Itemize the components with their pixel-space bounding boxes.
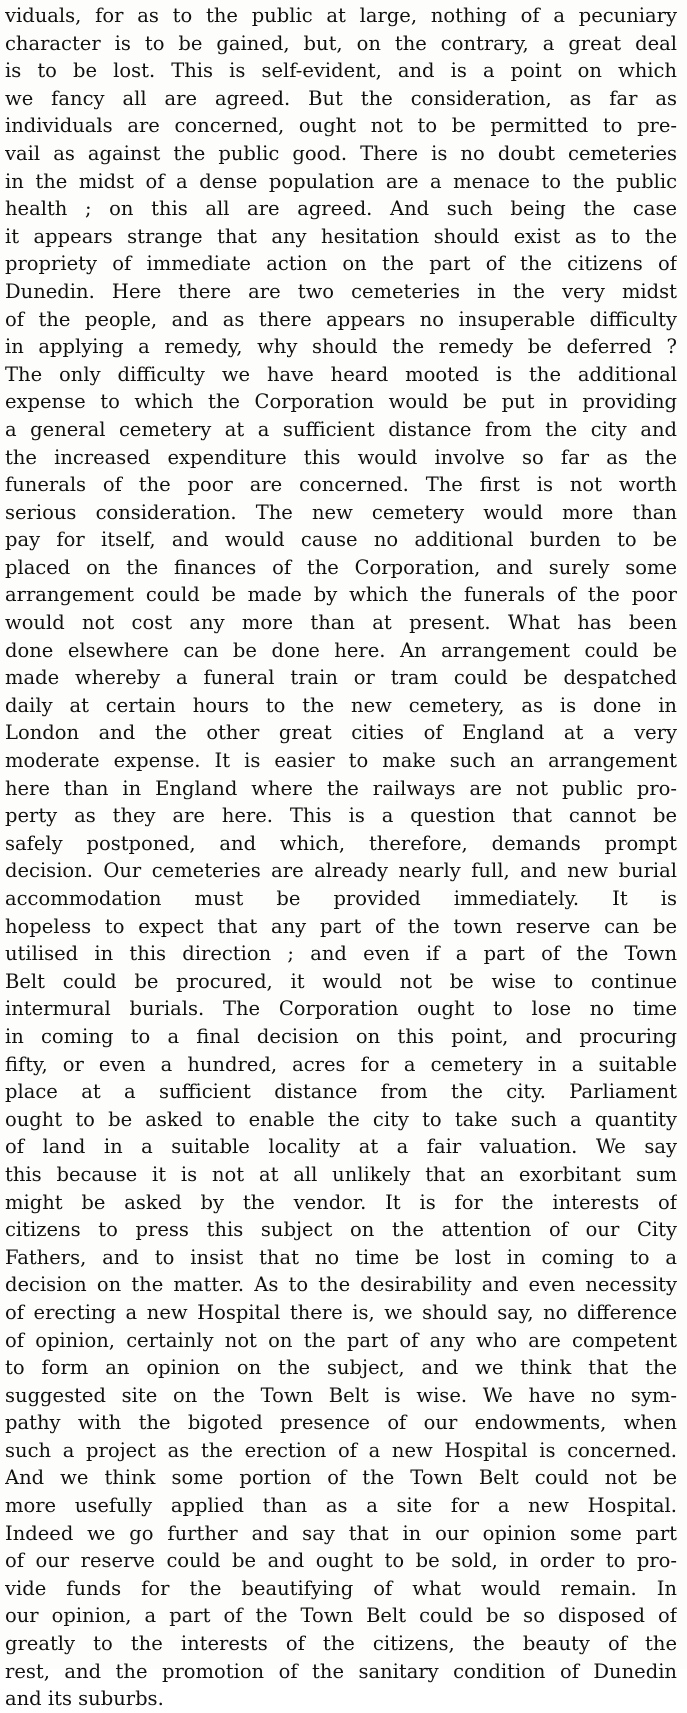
article-line: would not cost any more than at present. What has been <box>5 611 677 635</box>
article-line: greatly to the interests of the citizens, the beauty of the <box>5 1632 677 1656</box>
article-line: fifty, or even a hundred, acres for a cemetery in a suitable <box>5 1052 677 1076</box>
article-line: accommodation must be provided immediately. It is <box>5 887 677 910</box>
article-line: of erecting a new Hospital there is, we should say, no difference <box>5 1300 677 1324</box>
article-line: in applying a remedy, why should the remedy be deferred ? <box>5 335 677 359</box>
article-line: such a project as the erection of a new Hospital is concerned. <box>5 1438 677 1462</box>
article-line: made whereby a funeral train or tram could be despatched <box>5 666 677 690</box>
article-line: might be asked by the vendor. It is for the interests of <box>5 1190 677 1214</box>
article-line: it appears strange that any hesitation should exist as to the <box>5 224 677 248</box>
article-line: this because it is not at all unlikely that an exorbitant sum <box>5 1162 677 1186</box>
article-line: in the midst of a dense population are a menace to the public <box>5 169 677 193</box>
article-line: is to be lost. This is self-evident, and is a point on which <box>5 59 677 83</box>
article-column <box>5 0 677 1713</box>
article-line: vail as against the public good. There is no doubt cemeteries <box>5 141 677 165</box>
article-line: of the people, and as there appears no insuperable difficulty <box>5 307 677 331</box>
article-line: character is to be gained, but, on the contrary, a great deal <box>5 31 677 55</box>
article-line: serious consideration. The new cemetery would more than <box>5 500 677 524</box>
article-line: propriety of immediate action on the part of the citizens of <box>5 252 677 276</box>
article-line: in coming to a final decision on this point, and procuring <box>5 1024 677 1048</box>
article-line: of land in a suitable locality at a fair valuation. We say <box>5 1135 677 1159</box>
article-line: more usefully applied than as a site for a new Hospital. <box>5 1494 677 1518</box>
article-line: hopeless to expect that any part of the town reserve can be <box>5 914 677 938</box>
article-line: utilised in this direction ; and even if a part of the Town <box>5 942 677 966</box>
article-line: pay for itself, and would cause no additional burden to be <box>5 528 677 552</box>
article-line: of opinion, certainly not on the part of any who are competent <box>5 1328 677 1352</box>
article-line: decision. Our cemeteries are already nearly full, and new burial <box>5 859 677 883</box>
article-line: decision on the matter. As to the desirability and even necessity <box>5 1273 677 1297</box>
article-line: place at a sufficient distance from the city. Parliament <box>5 1080 677 1104</box>
article-line: citizens to press this subject on the attention of our City <box>5 1218 677 1242</box>
article-line: moderate expense. It is easier to make such an arrangement <box>5 749 677 773</box>
article-line: the increased expenditure this would involve so far as the <box>5 445 677 469</box>
article-line: of our reserve could be and ought to be sold, in order to pro- <box>5 1549 677 1573</box>
article-line: to form an opinion on the subject, and we think that the <box>5 1356 677 1380</box>
article-line: health ; on this all are agreed. And such being the case <box>5 197 677 221</box>
article-line: done elsewhere can be done here. An arrangement could be <box>5 638 677 662</box>
article-line: placed on the finances of the Corporation, and surely some <box>5 555 677 579</box>
article-line: Fathers, and to insist that no time be lost in coming to a <box>5 1245 677 1269</box>
article-line: London and the other great cities of England at a very <box>5 721 677 745</box>
article-line: funerals of the poor are concerned. The first is not worth <box>5 473 677 497</box>
article-line: Belt could be procured, it would not be wise to continue <box>5 969 677 993</box>
article-line: Indeed we go further and say that in our opinion some part <box>5 1521 677 1545</box>
article-line: and its suburbs. <box>5 1687 164 1711</box>
article-line: viduals, for as to the public at large, nothing of a pecuniary <box>5 4 677 27</box>
article-line: safely postponed, and which, therefore, demands prompt <box>5 831 677 855</box>
article-line: pathy with the bigoted presence of our endowments, when <box>5 1411 677 1435</box>
article-line: ought to be asked to enable the city to take such a quantity <box>5 1107 677 1131</box>
article-line: we fancy all are agreed. But the consideration, as far as <box>5 86 677 110</box>
article-line: intermural burials. The Corporation ought to lose no time <box>5 997 677 1021</box>
article-line: here than in England where the railways are not public pro- <box>5 776 677 800</box>
article-line: perty as they are here. This is a question that cannot be <box>5 804 677 828</box>
article-line: expense to which the Corporation would be put in providing <box>5 390 677 414</box>
article-line: arrangement could be made by which the funerals of the poor <box>5 583 677 607</box>
article-line: And we think some portion of the Town Belt could not be <box>5 1466 677 1490</box>
article-line: suggested site on the Town Belt is wise. We have no sym- <box>5 1383 677 1407</box>
article-line: individuals are concerned, ought not to be permitted to pre- <box>5 114 677 138</box>
article-line: daily at certain hours to the new cemetery, as is done in <box>5 693 677 717</box>
article-line: a general cemetery at a sufficient distance from the city and <box>5 417 677 441</box>
article-line: Dunedin. Here there are two cemeteries in the very midst <box>5 279 677 303</box>
article-line: rest, and the promotion of the sanitary condition of Dunedin <box>5 1659 677 1683</box>
article-line: our opinion, a part of the Town Belt could be so disposed of <box>5 1604 677 1628</box>
article-line: vide funds for the beautifying of what would remain. In <box>5 1576 677 1600</box>
article-line: The only difficulty we have heard mooted is the additional <box>5 362 677 386</box>
